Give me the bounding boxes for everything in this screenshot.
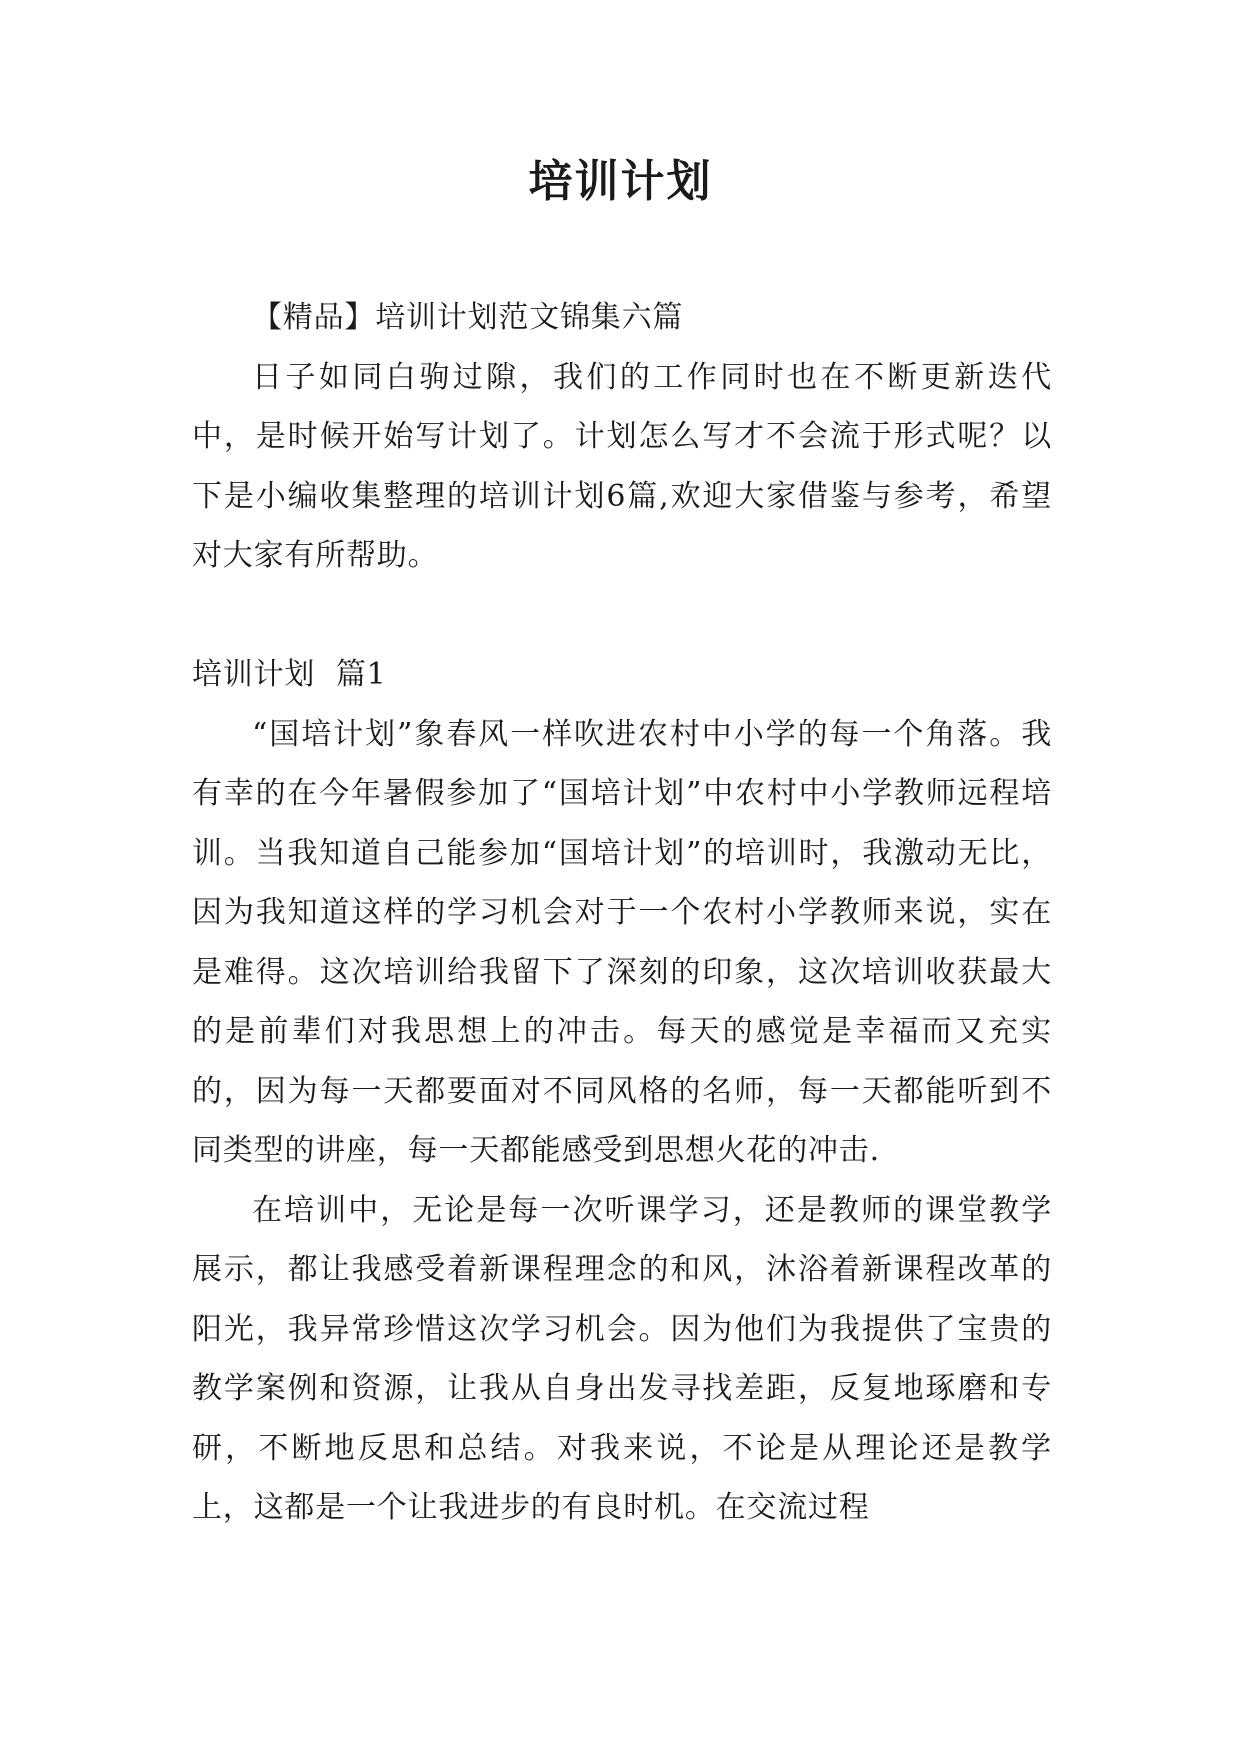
body-paragraph-1: “国培计划”象春风一样吹进农村中小学的每一个角落。我有幸的在今年暑假参加了“国培计划”中农村中小学教师远程培训。当我知道自己能参加“国培计划”的培训时，我激动无比，因为我知道这样的学习机会对于一个农村小学教师来说，实在是难得。这次培训给我留下了深刻的印象，这次培训收获最大的是前辈们对我思想上的冲击。每天的感觉是幸福而又充实的，因为每一天都要面对不同风格的名师，每一天都能听到不同类型的讲座，每一天都能感受到思想火花的冲击. [192, 716, 1052, 1168]
page-title: 培训计划 [528, 156, 713, 207]
subtitle-line: 【精品】培训计划范文锦集六篇 [252, 300, 684, 335]
body-paragraph-2: 在培训中，无论是每一次听课学习，还是教师的课堂教学展示，都让我感受着新课程理念的和风，沐浴着新课程改革的阳光，我异常珍惜这次学习机会。因为他们为我提供了宝贵的教学案例和资源，让我从自身出发寻找差距，反复地琢磨和专研，不断地反思和总结。对我来说，不论是从理论还是教学上，这都是一个让我进步的有良时机。在交流过程 [192, 1192, 1052, 1525]
section-heading: 培训计划 篇1 [192, 657, 387, 692]
intro-paragraph: 日子如同白驹过隙，我们的工作同时也在不断更新迭代中，是时候开始写计划了。计划怎么写才不会流于形式呢？以下是小编收集整理的培训计划6篇,欢迎大家借鉴与参考，希望对大家有所帮助。 [192, 359, 1052, 573]
document-body [192, 288, 1052, 1538]
